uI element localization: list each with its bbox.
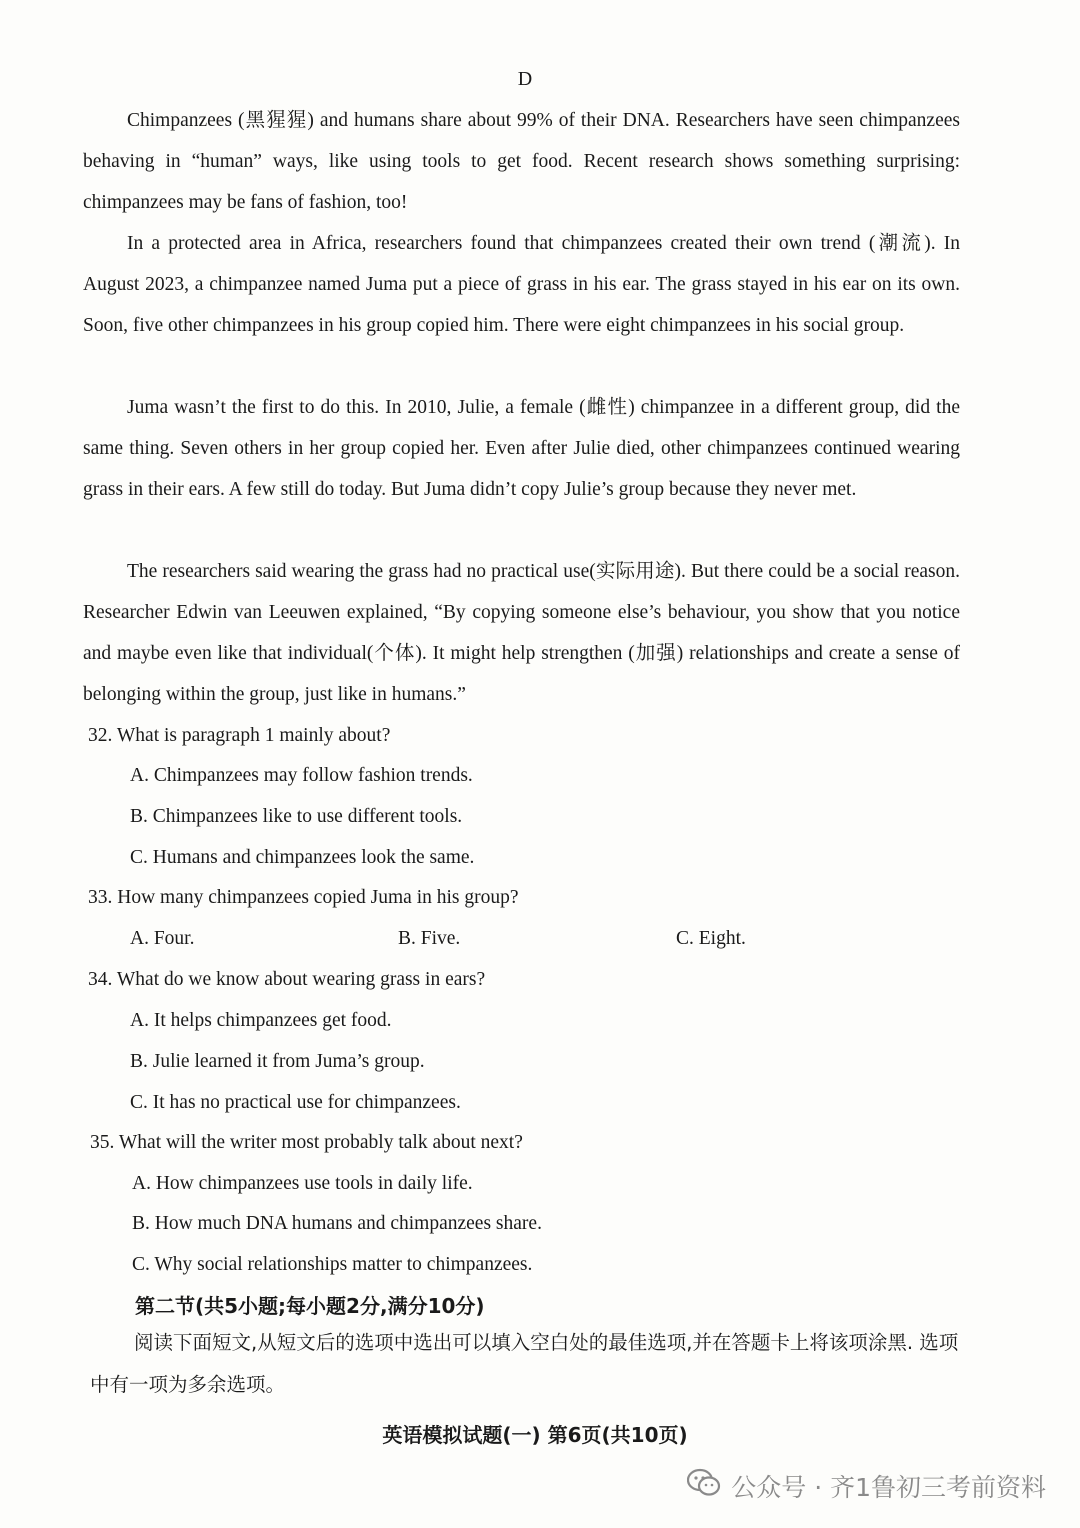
passage-paragraph-3: Juma wasn’t the first to do this. In 2010, Julie, a female (雌性) chimpanzee in a different group, did the same thing. Seven others in her group copied her. Even after Julie died, other chimpanzees continued wearing grass in their ears. A few still do today. But Juma didn’t copy Julie’s group because they never met. bbox=[83, 397, 960, 500]
question-33: 33. How many chimpanzees copied Juma in his group? bbox=[88, 887, 519, 908]
question-32-option-c[interactable]: C. Humans and chimpanzees look the same. bbox=[130, 847, 475, 868]
question-35: 35. What will the writer most probably talk about next? bbox=[90, 1132, 523, 1153]
question-34-option-a[interactable]: A. It helps chimpanzees get food. bbox=[130, 1010, 392, 1031]
passage-paragraph-4: The researchers said wearing the grass had no practical use(实际用途). But there could be a social reason. Researcher Edwin van Leeuwen explained, “By copying someone else’s behaviour, you show that you notice and maybe even like that individual(个体). It might help strengthen (加强) relationships and create a sense of belonging within the group, just like in humans.” bbox=[83, 561, 960, 705]
section-letter: D bbox=[517, 68, 533, 90]
question-34-option-b[interactable]: B. Julie learned it from Juma’s group. bbox=[130, 1051, 425, 1072]
question-35-option-c[interactable]: C. Why social relationships matter to chimpanzees. bbox=[132, 1254, 533, 1275]
watermark bbox=[687, 1468, 1046, 1504]
question-35-option-b[interactable]: B. How much DNA humans and chimpanzees share. bbox=[132, 1213, 542, 1234]
page-footer: 英语模拟试题(一) 第6页(共10页) bbox=[382, 1423, 688, 1447]
wechat-icon bbox=[687, 1468, 721, 1504]
question-35-option-a[interactable]: A. How chimpanzees use tools in daily life. bbox=[132, 1173, 473, 1194]
question-34-option-c[interactable]: C. It has no practical use for chimpanzees. bbox=[130, 1092, 461, 1113]
question-33-option-a[interactable]: A. Four. bbox=[130, 928, 195, 949]
section-2-instruction: 阅读下面短文,从短文后的选项中选出可以填入空白处的最佳选项,并在答题卡上将该项涂黑. 选项中有一项为多余选项。 bbox=[90, 1331, 959, 1396]
question-32-option-a[interactable]: A. Chimpanzees may follow fashion trends. bbox=[130, 765, 473, 786]
section-2-title: 第二节(共5小题;每小题2分,满分10分) bbox=[135, 1294, 485, 1318]
question-34: 34. What do we know about wearing grass in ears? bbox=[88, 969, 486, 990]
question-32-option-b[interactable]: B. Chimpanzees like to use different tools. bbox=[130, 806, 463, 827]
question-33-option-b[interactable]: B. Five. bbox=[398, 928, 461, 949]
passage-paragraph-2: In a protected area in Africa, researchers found that chimpanzees created their own trend (潮流). In August 2023, a chimpanzee named Juma put a piece of grass in his ear. The grass stayed in his ear on its own. Soon, five other chimpanzees in his group copied him. There were eight chimpanzees in his social group. bbox=[83, 233, 960, 336]
question-33-option-c[interactable]: C. Eight. bbox=[676, 928, 746, 949]
passage-paragraph-1: Chimpanzees (黑猩猩) and humans share about 99% of their DNA. Researchers have seen chimpanzees behaving in “human” ways, like using tools to get food. Recent research shows something surprising: chimpanzees may be fans of fashion, too! bbox=[83, 110, 960, 213]
question-32: 32. What is paragraph 1 mainly about? bbox=[88, 725, 391, 746]
watermark-text: 公众号 · 齐1鲁初三考前资料 bbox=[731, 1473, 1046, 1502]
